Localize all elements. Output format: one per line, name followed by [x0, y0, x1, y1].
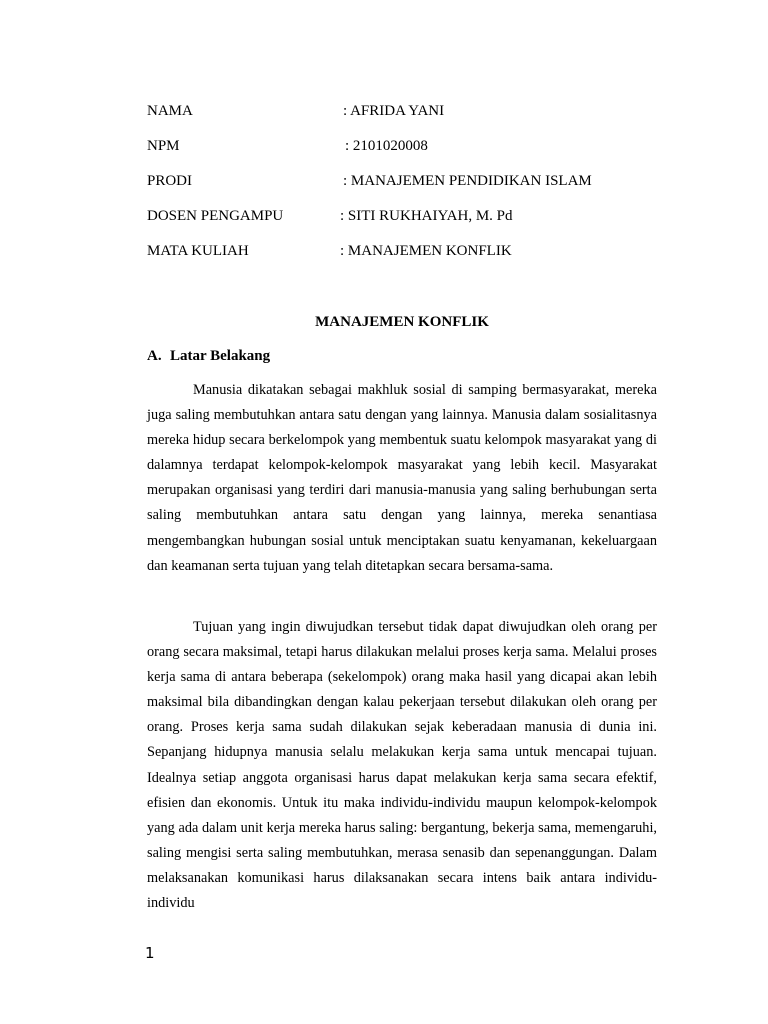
- info-label-prodi: PRODI: [147, 173, 193, 189]
- section-heading: [147, 347, 270, 365]
- paragraph-1: Manusia dikatakan sebagai makhluk sosial di samping bermasyarakat, mereka juga saling membutuhkan antara satu dengan yang lainnya. Manusia dalam sosialitasnya mereka hidup secara berkelompok yang membentuk suatu kelompok masyarakat yang di dalamnya terdapat kelompok-kelompok masyarakat yang lebih kecil. Masyarakat merupakan organisasi yang terdiri dari manusia-manusia yang saling berhubungan serta saling membutuhkan antara satu dengan yang lainnya, mereka senantiasa mengembangkan hubungan sosial untuk menciptakan suatu kenyamanan, kekeluargaan dan keamanan serta tujuan yang telah ditetapkan secara bersama-sama.: [147, 382, 657, 574]
- info-label-dosen-pengampu: DOSEN PENGAMPU: [147, 208, 284, 224]
- info-label-nama: NAMA: [147, 103, 193, 119]
- paragraph-2: Tujuan yang ingin diwujudkan tersebut tidak dapat diwujudkan oleh orang per orang secara maksimal, tetapi harus dilakukan melalui proses kerja sama. Melalui proses kerja sama di antara beberapa (sekelompok) orang maka hasil yang dicapai akan lebih maksimal bila dibandingkan dengan kalau pekerjaan tersebut dilakukan oleh orang per orang. Proses kerja sama sudah dilakukan sejak keberadaan manusia di dunia ini. Sepanjang hidupnya manusia selalu melakukan kerja sama untuk mencapai tujuan. Idealnya setiap anggota organisasi harus dapat melakukan kerja sama secara efektif, efisien dan ekonomis. Untuk itu maka individu-individu maupun kelompok-kelompok yang ada dalam unit kerja mereka harus saling: bergantung, bekerja sama, memengaruhi, saling mengisi serta saling membutuhkan, merasa senasib dan sepenanggungan. Dalam melaksanakan komunikasi harus dilaksanakan secara intens baik antara individu-individu: [147, 619, 657, 912]
- section-heading-text: Latar Belakang: [170, 348, 271, 364]
- info-value-nama: : AFRIDA YANI: [343, 103, 445, 119]
- document-title: MANAJEMEN KONFLIK: [315, 314, 489, 330]
- info-label-npm: NPM: [147, 138, 180, 154]
- info-value-dosen-pengampu: : SITI RUKHAIYAH, M. Pd: [340, 208, 513, 224]
- info-value-npm: : 2101020008: [345, 138, 428, 154]
- info-label-mata-kuliah: MATA KULIAH: [147, 243, 249, 259]
- info-value-mata-kuliah: : MANAJEMEN KONFLIK: [340, 243, 512, 259]
- page-number: 1: [145, 944, 155, 962]
- info-value-prodi: : MANAJEMEN PENDIDIKAN ISLAM: [343, 173, 592, 189]
- section-number: A.: [147, 348, 162, 364]
